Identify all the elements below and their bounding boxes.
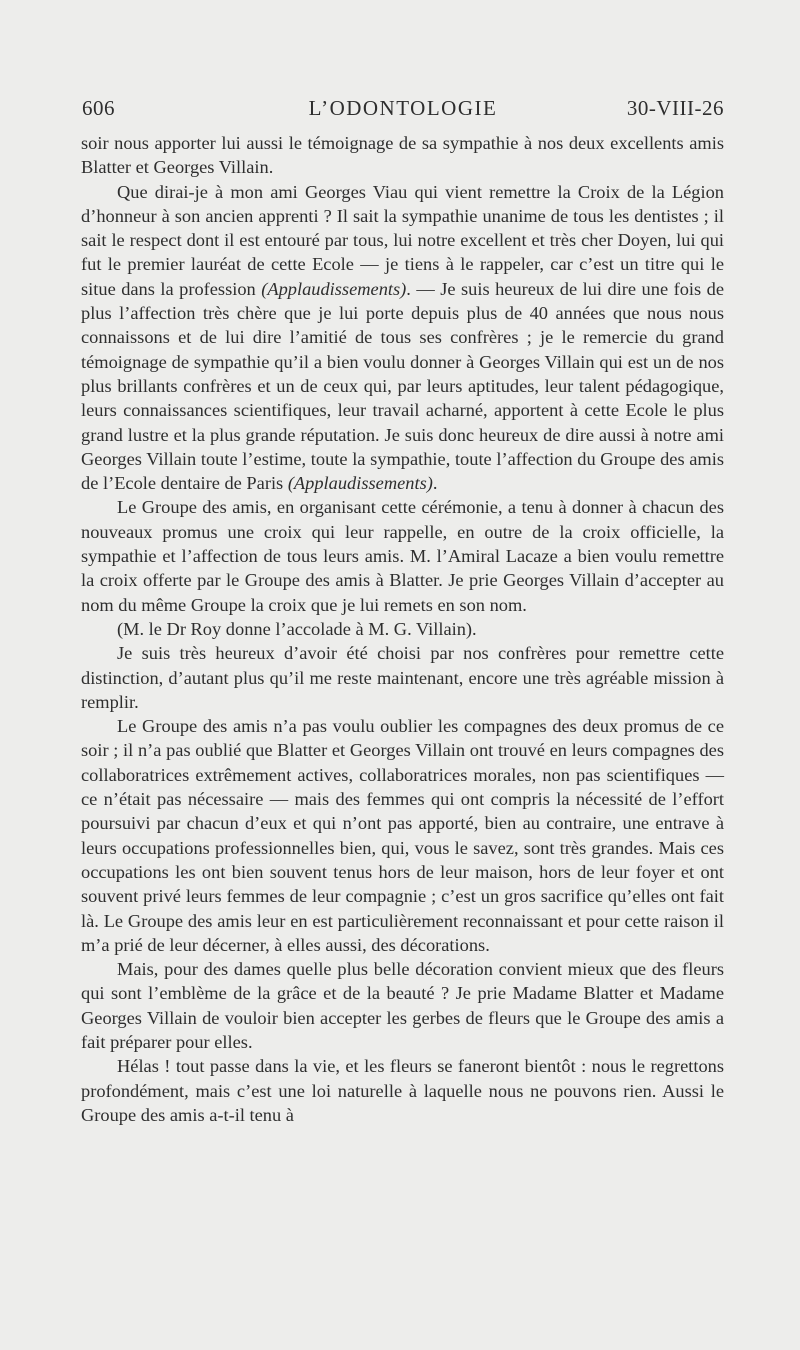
- paragraph: Le Groupe des amis, en organisant cette cérémonie, a tenu à donner à chacun des nouveaux promus une croix qui leur rappelle, en outre de la croix officielle, la sympathie et l’affection de tous leurs amis. M. l’Amiral Lacaze a bien voulu remettre la croix offerte par le Groupe des amis à Blatter. Je prie Georges Villain d’accepter au nom du même Groupe la croix que je lui remets en son nom.: [81, 497, 724, 615]
- applause-note: (Applaudissements): [261, 278, 407, 299]
- journal-title: L’ODONTOLOGIE: [308, 96, 498, 120]
- paragraph: (M. le Dr Roy donne l’accolade à M. G. Villain).: [117, 618, 477, 639]
- applause-note: (Applaudissements): [287, 473, 433, 494]
- page-number: 606: [82, 96, 115, 120]
- paragraph: soir nous apporter lui aussi le témoignage de sa sympathie à nos deux excellents amis Blatter et Georges Villain.: [81, 133, 724, 178]
- running-header: [82, 96, 724, 126]
- issue-date: 30-VIII-26: [626, 96, 724, 120]
- paragraph: Le Groupe des amis n’a pas voulu oublier les compagnes des deux promus de ce soir ; il n’a pas oublié que Blatter et Georges Villain ont trouvé en leurs compagnes des collaboratrices extrêmement actives, collaboratrices morales, non pas scientifiques — ce n’était pas nécessaire — mais des femmes qui ont compris la nécessité de l’effort poursuivi par chacun d’eux et qui n’ont pas apporté, bien au contraire, une entrave à leurs occupations professionnelles bien, qui, vous le savez, sont très grandes. Mais ces occupations les ont bien souvent tenus hors de leur maison, hors de leur foyer et ont souvent privé leurs femmes de leur compagnie ; c’est un gros sacrifice qu’elles ont fait là. Le Groupe des amis leur en est particulièrement reconnaissant et pour cette raison il m’a prié de leur décerner, à elles aussi, des décorations.: [81, 716, 724, 955]
- paragraph: Hélas ! tout passe dans la vie, et les fleurs se faneront bientôt : nous le regrettons profondément, mais c’est une loi naturelle à laquelle nous ne pouvons rien. Aussi le Groupe des amis a-t-il tenu à: [81, 1056, 724, 1125]
- paragraph: Mais, pour des dames quelle plus belle décoration convient mieux que des fleurs qui sont l’emblème de la grâce et de la beauté ? Je prie Madame Blatter et Madame Georges Villain de vouloir bien accepter les gerbes de fleurs que le Groupe des amis a fait préparer pour elles.: [81, 959, 724, 1052]
- paragraph: Que dirai-je à mon ami Georges Viau qui vient remettre la Croix de la Légion d’honneur à son ancien apprenti ? Il sait la sympathie unanime de tous les dentistes ; il sait le respect dont il est entouré par tous, lui notre excellent et très cher Doyen, lui qui fut le premier lauréat de cette Ecole — je tiens à le rappeler, car c’est un titre qui le situe dans la profession (Applaudissements). — Je suis heureux de lui dire une fois de plus l’affection très chère que je lui porte depuis plus de 40 années que nous nous connaissons et de lui dire l’amitié de tous ses confrères ; je le remercie du grand témoignage de sympathie qu’il a bien voulu donner à Georges Villain qui est un de nos plus brillants confrères et un de ceux qui, par leurs aptitudes, leur talent pédagogique, leurs connaissances scientifiques, leur travail acharné, apportent à cette Ecole le plus grand lustre et la plus grande réputation. Je suis donc heureux de dire aussi à notre ami Georges Villain toute l’estime, toute la sympathie, toute l’affection du Groupe des amis de l’Ecole dentaire de Paris (Applaudissements).: [81, 181, 724, 494]
- paragraph: Je suis très heureux d’avoir été choisi par nos confrères pour remettre cette distinction, d’autant plus qu’il me reste maintenant, encore une très agréable mission à remplir.: [81, 643, 724, 712]
- body-text: [81, 131, 724, 1127]
